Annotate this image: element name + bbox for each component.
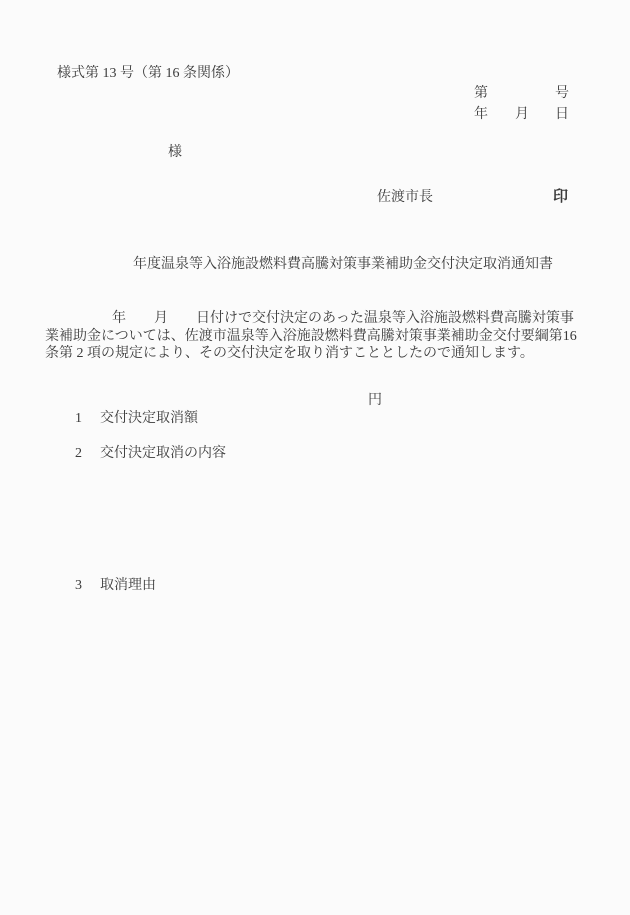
issue-date-day-label: 日 xyxy=(555,107,569,122)
item-row-cancellation-details xyxy=(61,427,226,480)
body-line: 業補助金については、佐渡市温泉等入浴施設燃料費高騰対策事業補助金交付要綱第16 xyxy=(45,328,577,344)
body-paragraph xyxy=(45,310,590,363)
document-title: 年度温泉等入浴施設燃料費高騰対策事業補助金交付決定取消通知書 xyxy=(133,257,553,272)
item-number: 2 xyxy=(75,445,82,461)
issue-date-year-label: 年 xyxy=(474,107,488,122)
issue-number-prefix-label: 第 xyxy=(474,86,488,101)
seal-mark: 印 xyxy=(553,188,569,205)
body-line: 条第 2 項の規定により、その交付決定を取り消すこととしたので通知します。 xyxy=(45,346,534,361)
item-label: 交付決定取消額 xyxy=(100,410,198,426)
currency-unit-label: 円 xyxy=(368,393,382,408)
form-number-label: 様式第 13 号（第 16 条関係） xyxy=(57,66,239,81)
item-label: 取消理由 xyxy=(100,577,156,593)
item-row-cancellation-reason xyxy=(61,559,156,612)
sender-title-label: 佐渡市長 xyxy=(377,190,433,205)
issue-date-month-label: 月 xyxy=(515,107,529,122)
addressee-honorific-label: 様 xyxy=(168,145,182,160)
issue-number-suffix-label: 号 xyxy=(555,86,569,101)
body-line: 年 月 日付けで交付決定のあった温泉等入浴施設燃料費高騰対策事 xyxy=(112,311,574,326)
item-number: 1 xyxy=(75,410,82,426)
item-label: 交付決定取消の内容 xyxy=(100,445,226,461)
item-number: 3 xyxy=(75,577,82,593)
